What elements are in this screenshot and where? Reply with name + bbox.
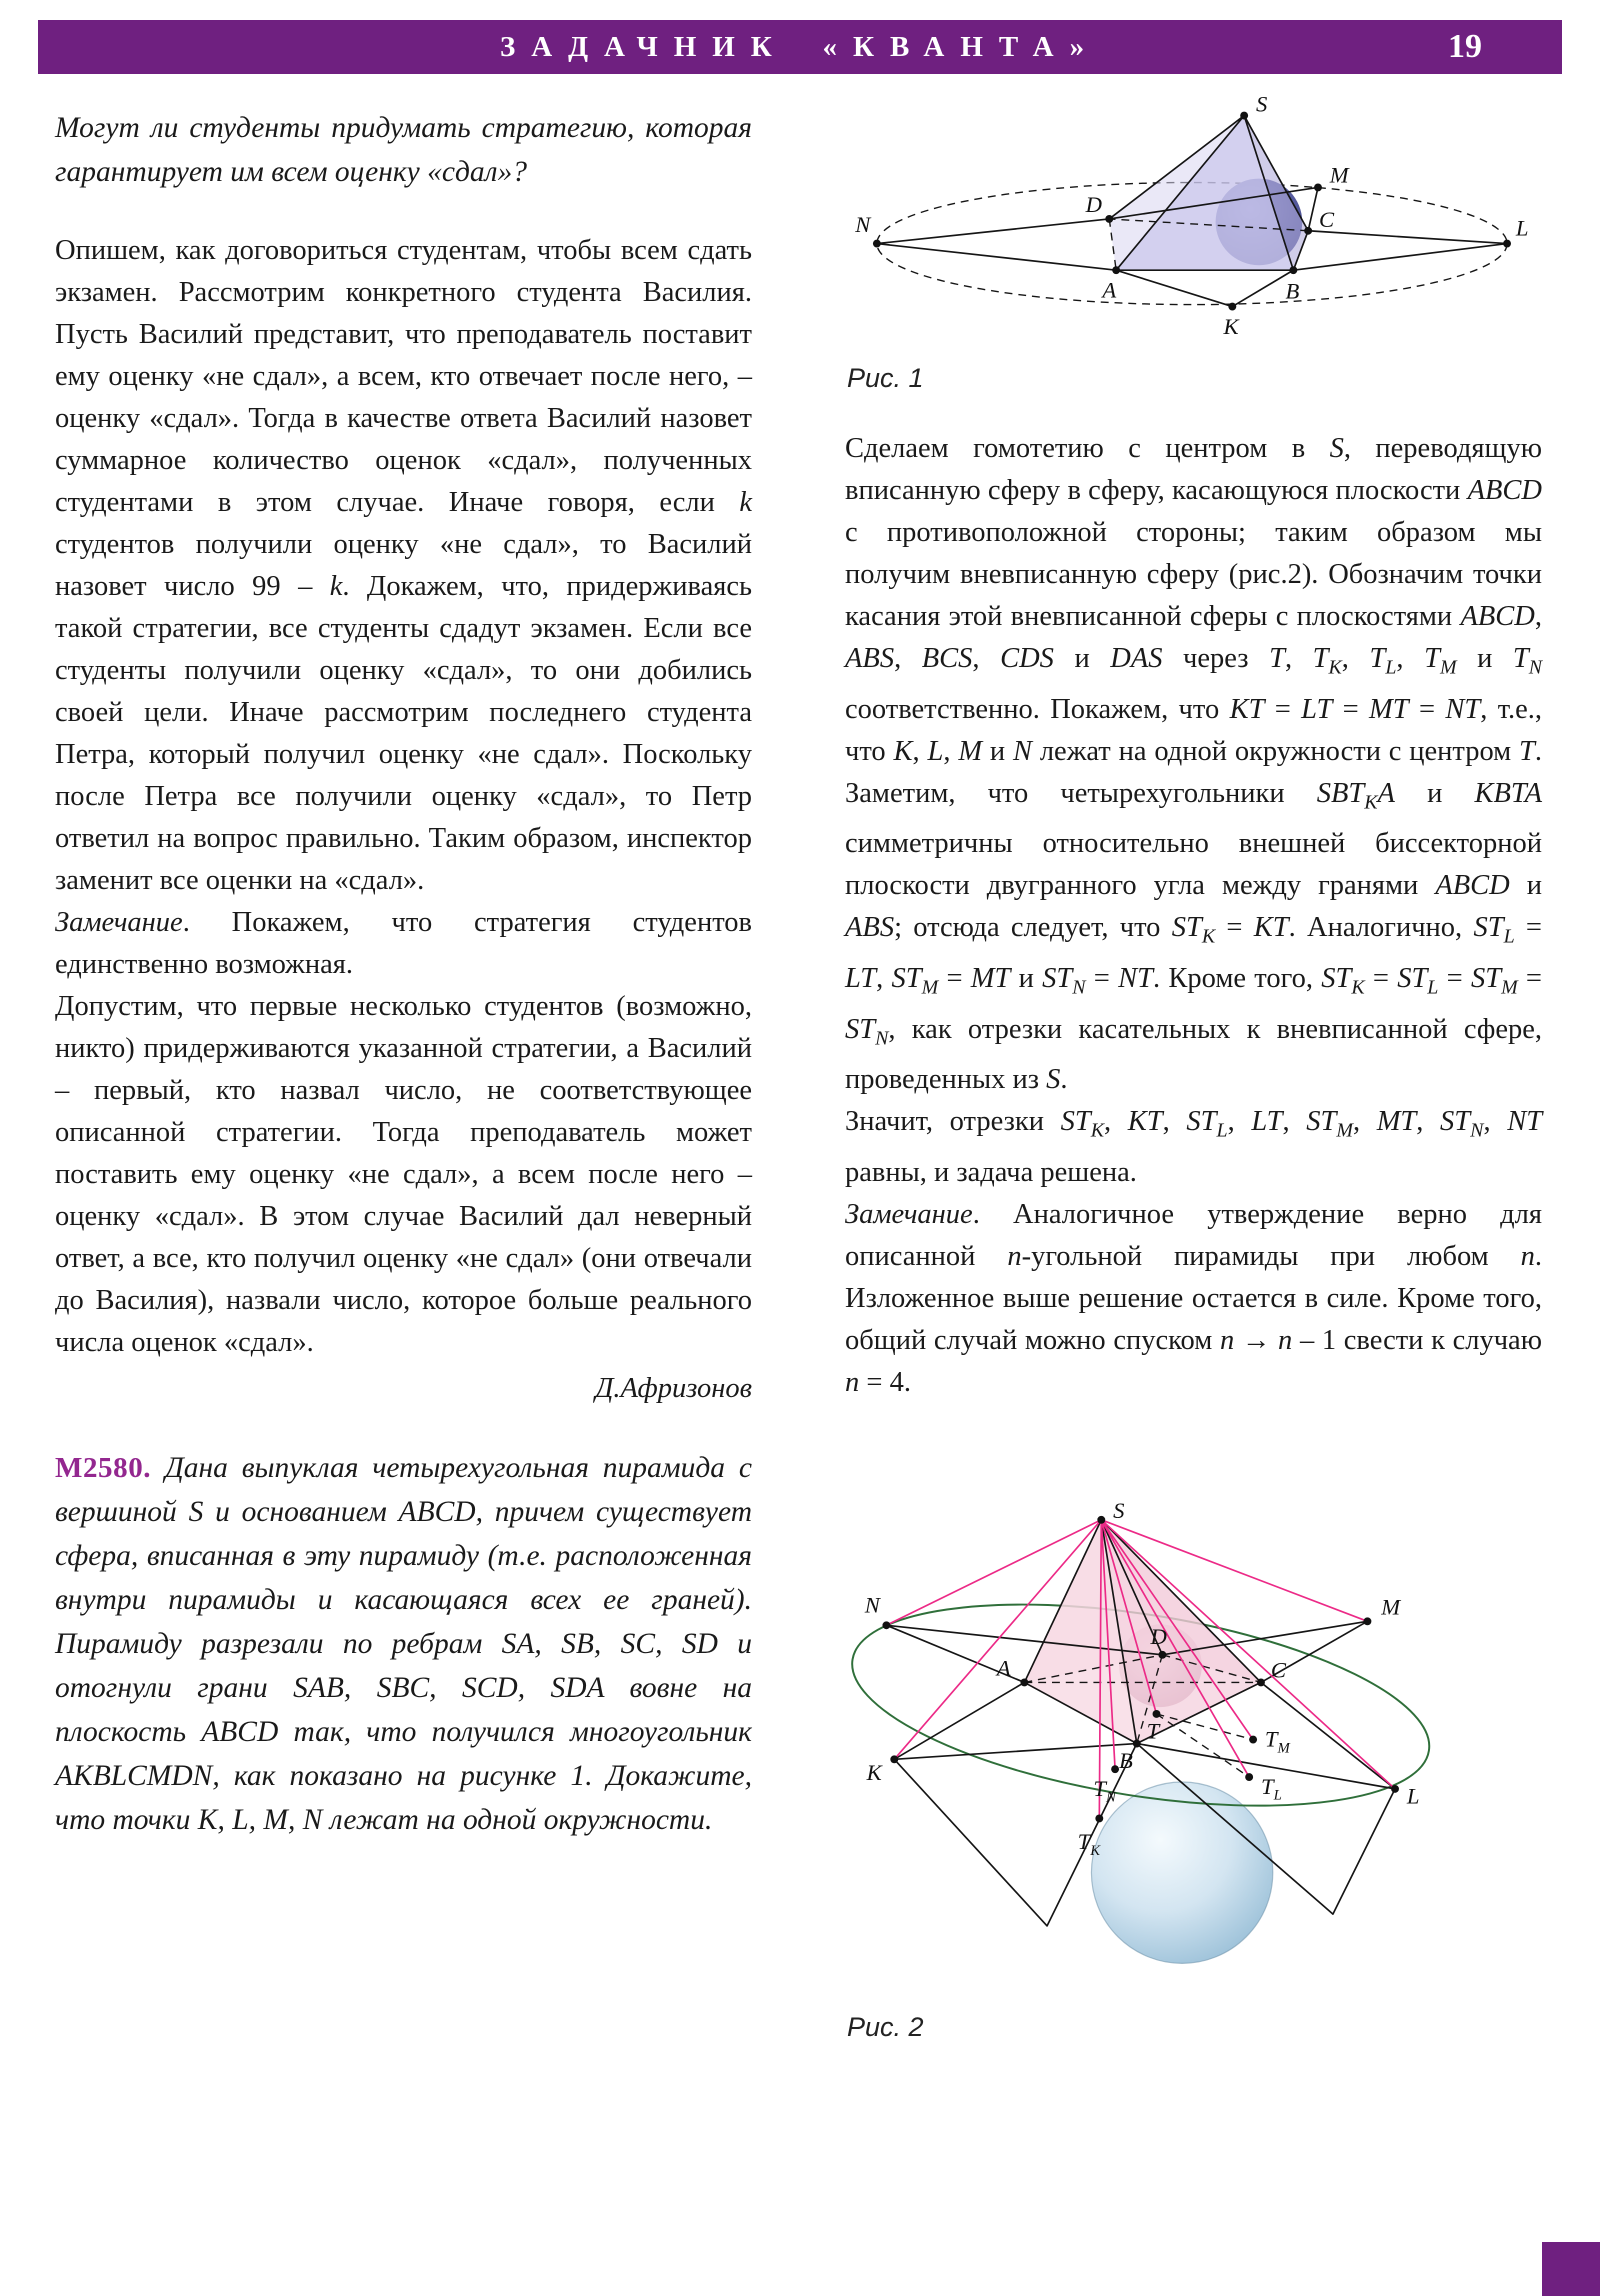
label-B: B [1285, 278, 1300, 304]
point-D [1105, 215, 1113, 223]
label-B: B [1119, 1748, 1133, 1774]
figure-1 [845, 88, 1542, 394]
right-column [845, 88, 1542, 2043]
exsphere [1091, 1782, 1272, 1963]
label-TN: $T_N$ [1093, 1775, 1116, 1806]
point-A [1020, 1679, 1028, 1687]
label-C: C [1270, 1657, 1286, 1683]
intro-question: Могут ли студенты придумать стратегию, которая гарантирует им всем оценку «сдал»? [55, 112, 752, 188]
label-C: C [1318, 206, 1335, 232]
point-TM [1249, 1736, 1257, 1744]
point-TN [1111, 1765, 1119, 1773]
solution-paragraph-1: Опишем, как договориться студентам, чтобы всем сдать экзамен. Рассмотрим конкретного студента Василия. Пусть Василий представит, что преподаватель поставит ему оценку «не сдал», а всем, кто отвечает после него, – оценку «сдал». Тогда в качестве ответа Василий назовет суммарное количество оценок «сдал», полученных студентами в этом случае. Иначе говоря, если k студентов получили оценку «не сдал», то Василий назовет число 99 – k. Докажем, что, придерживаясь такой стратегии, все студенты сдадут экзамен. Если все студенты получили оценку «сдал», то они добились своей цели. Иначе рассмотрим последнего студента Петра, который получил оценку «не сдал». Поскольку после Петра все получили оценку «сдал», то Петр ответил на вопрос правильно. Таким образом, инспектор заменит все оценки на «сдал». [55, 235, 752, 896]
figure-2-caption: Рис. 2 [847, 2012, 924, 2043]
solution-paragraph-2: Допустим, что первые несколько студентов (возможно, никто) придерживаются указанной стратегии, а Василий – первый, кто назвал число, не соответствующее описанной стратегии. Тогда преподаватель может поставить ему оценку «не сдал», а всем после него – оценку «сдал». В этом случае Василий дал неверный ответ, а все, кто получил оценку «не сдал» (они отвечали до Василия), назвали число, которое больше реального числа оценок «сдал». [55, 991, 752, 1358]
point-B [1289, 266, 1297, 274]
remark-paragraph-2: Замечание. Аналогичное утверждение верно для описанной n-угольной пирамиды при любом n. Изложенное выше решение остается в силе. Кроме того, общий случай можно спуском n → n – 1 свести к случаю n = 4. [845, 1199, 1543, 1399]
label-S: S [1113, 1500, 1125, 1523]
point-K [890, 1755, 898, 1763]
label-TM: $T_M$ [1264, 1726, 1290, 1757]
label-TK: $T_K$ [1077, 1829, 1101, 1860]
point-K [1228, 303, 1236, 311]
label-TL: $T_L$ [1260, 1773, 1282, 1804]
corner-decoration [1542, 2242, 1600, 2296]
point-M [1314, 184, 1322, 192]
point-S [1097, 1516, 1105, 1524]
point-T [1153, 1710, 1161, 1718]
point-TK [1095, 1815, 1103, 1823]
label-A: A [996, 1655, 1011, 1681]
label-L: L [1406, 1783, 1420, 1809]
label-A: A [1102, 277, 1117, 303]
point-C [1257, 1679, 1265, 1687]
label-L: L [1515, 215, 1529, 241]
label-K: K [1223, 314, 1239, 340]
figure-2 [845, 1500, 1542, 2043]
label-S: S [1255, 91, 1268, 117]
point-N [873, 240, 881, 248]
label-M: M [1329, 162, 1349, 188]
section-header-bar [38, 20, 1562, 74]
figure-1-caption: Рис. 1 [847, 363, 924, 393]
problem-number: М2580. [55, 1452, 152, 1484]
point-B [1133, 1740, 1141, 1748]
point-D [1158, 1651, 1166, 1659]
label-D: D [1150, 1624, 1167, 1650]
point-S [1240, 112, 1248, 120]
left-column [55, 106, 752, 1842]
point-TL [1245, 1773, 1253, 1781]
point-A [1112, 266, 1120, 274]
label-D: D [1085, 192, 1102, 218]
point-M [1363, 1617, 1371, 1625]
point-N [882, 1621, 890, 1629]
problem-m2580 [55, 1446, 752, 1842]
remark-paragraph-1: Замечание. Покажем, что стратегия студентов единственно возможная. [55, 907, 752, 980]
point-C [1304, 227, 1312, 235]
figure-1-diagram [845, 88, 1535, 344]
label-K: K [866, 1760, 882, 1786]
point-L [1391, 1785, 1399, 1793]
label-N: N [855, 211, 871, 237]
page-number: 19 [1448, 28, 1482, 65]
problem-statement: Дана выпуклая четырехугольная пирамида с вершиной S и основанием ABCD, причем существует сфера, вписанная в эту пирамиду (т.е. расположенная внутри пирамиды и касающаяся всех ее граней). Пирамиду разрезали по ребрам SA, SB, SC, SD и отогнули грани SAB, SBC, SCD, SDA вовне на плоскость ABCD так, что получился многоугольник AKBLCMDN, как показано на рисунке 1. Докажите, что точки K, L, M, N лежат на одной окружности. [55, 1452, 753, 1836]
solution-m2580-paragraph-1: Сделаем гомотетию с центром в S, переводящую вписанную сферу в сферу, касающуюся плоскости ABCD с противоположной стороны; таким образом мы получим вневписанную сферу (рис.2). Обозначим точки касания этой вневписанной сферы с плоскостями ABCD, ABS, BCS, CDS и DAS через T, $T_K$, $T_L$, $T_M$ и $T_N$ соответственно. Покажем, что KT = LT = MT = NT, т.е., что K, L, M и N лежат на одной окружности с центром T. Заметим, что четырехугольники $SBT_KA$ и KBTA симметричны относительно внешней биссекторной плоскости двугранного угла между гранями ABCD и ABS; отсюда следует, что $ST_K$ = KT. Аналогично, $ST_L$ = LT, $ST_M$ = MT и $ST_N$ = NT. Кроме того, $ST_K = ST_L = ST_M = ST_N$, как отрезки касательных к вневписанной сфере, проведенных из S. [845, 433, 1543, 1096]
label-N: N [864, 1592, 880, 1618]
label-T: T [1146, 1718, 1160, 1744]
figure-2-diagram [845, 1500, 1535, 1993]
solution-m2580-paragraph-2: Значит, отрезки $ST_K$, KT, $ST_L$, LT, $ST_M$, MT, $ST_N$, NT равны, и задача решена. [845, 1106, 1543, 1189]
point-L [1503, 240, 1511, 248]
section-title: ЗАДАЧНИК «КВАНТА» [499, 30, 1101, 63]
label-M: M [1381, 1594, 1401, 1620]
author-signature: Д.Афризонов [595, 1373, 752, 1404]
